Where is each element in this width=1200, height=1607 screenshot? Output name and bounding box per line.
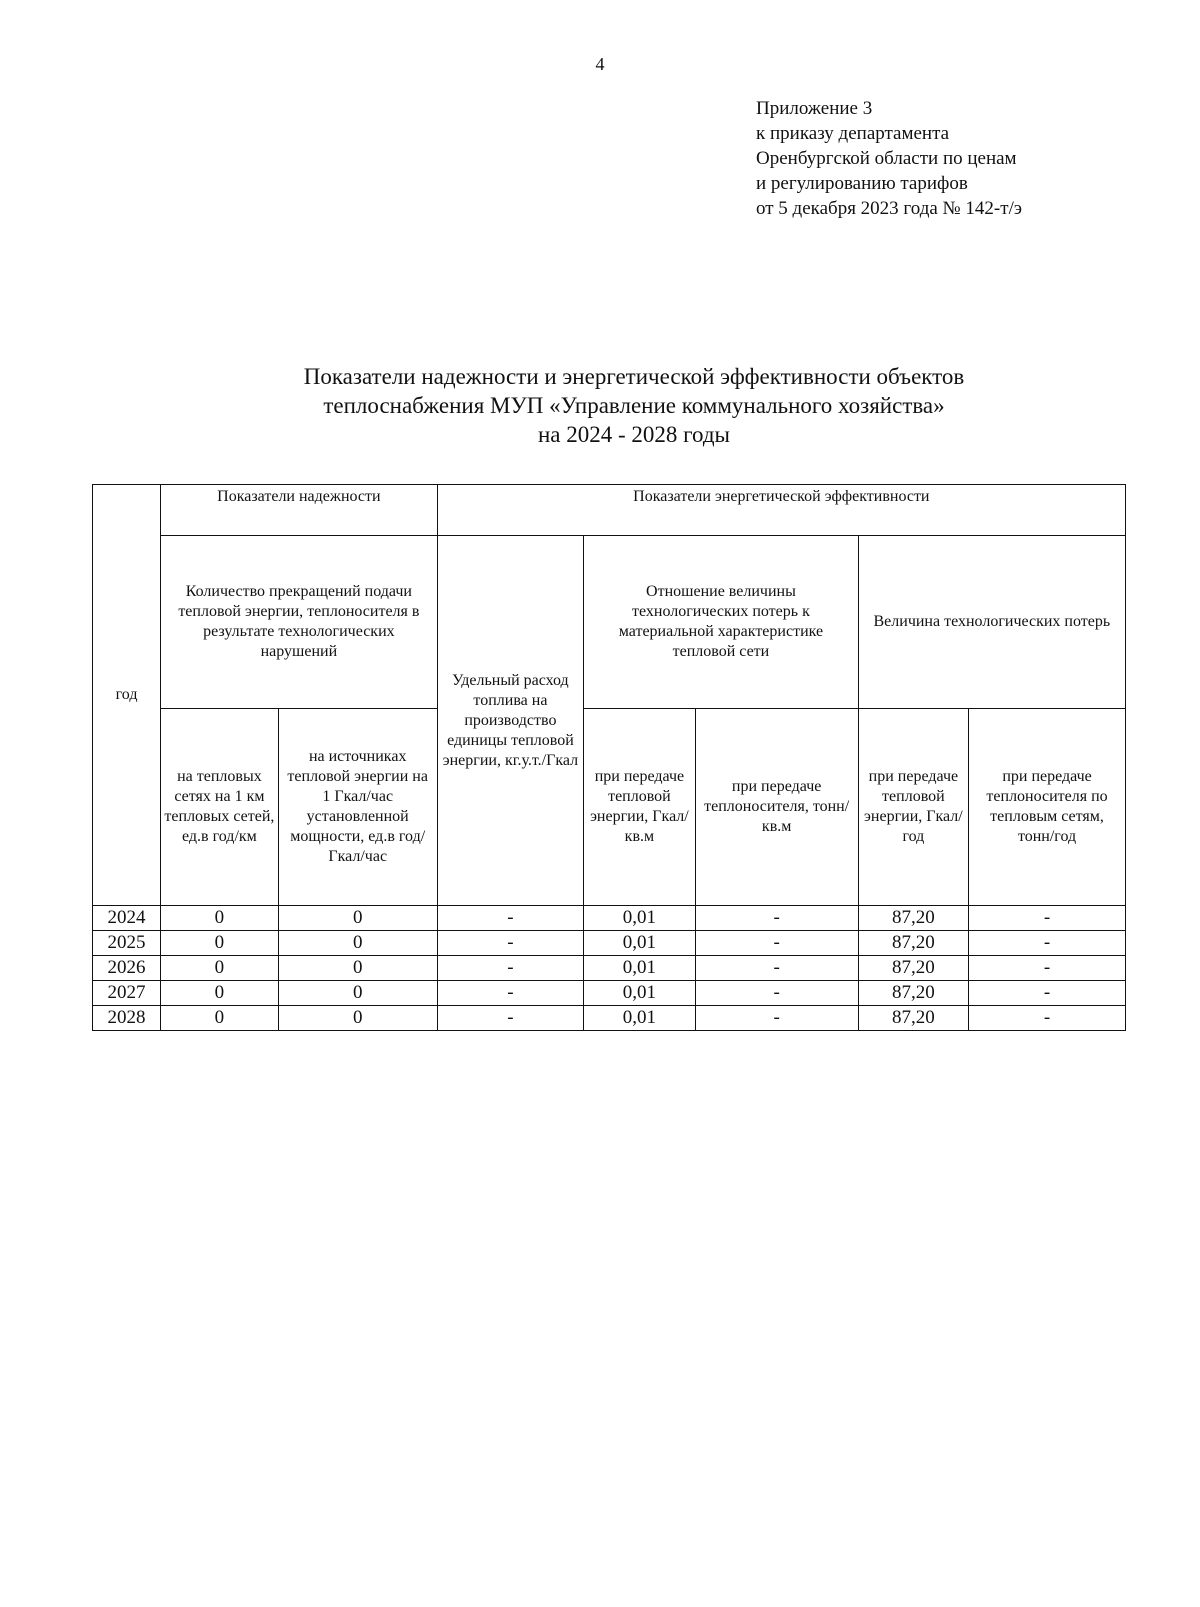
cell-loss-value-energy: 87,20 — [858, 931, 968, 956]
cell-on-networks: 0 — [161, 1006, 279, 1031]
cell-on-networks: 0 — [161, 956, 279, 981]
cell-fuel-rate: - — [437, 1006, 584, 1031]
indicators-table — [92, 484, 1126, 1031]
cell-year: 2024 — [93, 906, 161, 931]
cell-on-sources: 0 — [278, 931, 437, 956]
cell-loss-value-carrier: - — [969, 931, 1126, 956]
cell-fuel-rate: - — [437, 981, 584, 1006]
cell-year: 2026 — [93, 956, 161, 981]
cell-loss-ratio-carrier: - — [695, 1006, 858, 1031]
header-loss-ratio: Отношение величины технологических потерь к материальной характеристике тепловой сети — [584, 536, 858, 709]
cell-loss-ratio-carrier: - — [695, 981, 858, 1006]
cell-loss-value-energy: 87,20 — [858, 956, 968, 981]
cell-loss-value-carrier: - — [969, 1006, 1126, 1031]
annex-line: Приложение 3 — [756, 98, 873, 119]
table-row — [93, 981, 1126, 1006]
cell-year: 2027 — [93, 981, 161, 1006]
cell-on-networks: 0 — [161, 981, 279, 1006]
annex-header — [756, 96, 1022, 221]
cell-on-sources: 0 — [278, 1006, 437, 1031]
header-on-sources: на источниках тепловой энергии на 1 Гкал/час установленной мощности, ед.в год/Гкал/час — [278, 709, 437, 906]
header-loss-value: Величина технологических потерь — [858, 536, 1125, 709]
header-loss-value-carrier: при передаче теплоносителя по тепловым сетям, тонн/год — [969, 709, 1126, 906]
cell-loss-ratio-energy: 0,01 — [584, 931, 695, 956]
header-fuel-rate: Удельный расход топлива на производство единицы тепловой энергии, кг.у.т./Гкал — [437, 536, 584, 906]
cell-loss-value-carrier: - — [969, 981, 1126, 1006]
cell-loss-value-carrier: - — [969, 956, 1126, 981]
cell-on-sources: 0 — [278, 981, 437, 1006]
cell-loss-ratio-energy: 0,01 — [584, 906, 695, 931]
header-loss-ratio-energy: при передаче тепловой энергии, Гкал/кв.м — [584, 709, 695, 906]
cell-fuel-rate: - — [437, 931, 584, 956]
cell-loss-value-energy: 87,20 — [858, 1006, 968, 1031]
header-loss-value-energy: при передаче тепловой энергии, Гкал/год — [858, 709, 968, 906]
annex-line: и регулированию тарифов — [756, 173, 968, 194]
title-line: теплоснабжения МУП «Управление коммунального хозяйства» — [323, 393, 945, 418]
cell-loss-ratio-carrier: - — [695, 931, 858, 956]
header-efficiency: Показатели энергетической эффективности — [437, 485, 1125, 536]
header-on-networks: на тепловых сетях на 1 км тепловых сетей, ед.в год/км — [161, 709, 279, 906]
header-loss-ratio-carrier: при передаче теплоносителя, тонн/кв.м — [695, 709, 858, 906]
cell-fuel-rate: - — [437, 906, 584, 931]
table-row — [93, 906, 1126, 931]
annex-line: к приказу департамента — [756, 123, 950, 144]
cell-fuel-rate: - — [437, 956, 584, 981]
page-number: 4 — [595, 54, 605, 74]
title-line: Показатели надежности и энергетической эффективности объектов — [303, 364, 965, 389]
annex-line: Оренбургской области по ценам — [756, 148, 1017, 169]
cell-on-networks: 0 — [161, 931, 279, 956]
cell-on-networks: 0 — [161, 906, 279, 931]
cell-loss-ratio-carrier: - — [695, 906, 858, 931]
cell-loss-value-energy: 87,20 — [858, 906, 968, 931]
header-year: год — [93, 485, 161, 906]
header-reliability: Показатели надежности — [161, 485, 438, 536]
table-row — [93, 956, 1126, 981]
table-row — [93, 1006, 1126, 1031]
cell-loss-ratio-energy: 0,01 — [584, 956, 695, 981]
cell-loss-value-carrier: - — [969, 906, 1126, 931]
cell-loss-value-energy: 87,20 — [858, 981, 968, 1006]
cell-loss-ratio-energy: 0,01 — [584, 1006, 695, 1031]
document-title — [0, 362, 1200, 449]
annex-line: от 5 декабря 2023 года № 142-т/э — [756, 198, 1022, 219]
cell-on-sources: 0 — [278, 956, 437, 981]
cell-year: 2025 — [93, 931, 161, 956]
title-line: на 2024 - 2028 годы — [537, 422, 731, 447]
table-row — [93, 931, 1126, 956]
cell-loss-ratio-carrier: - — [695, 956, 858, 981]
header-interruptions: Количество прекращений подачи тепловой энергии, теплоносителя в результате технологических нарушений — [161, 536, 438, 709]
cell-on-sources: 0 — [278, 906, 437, 931]
cell-loss-ratio-energy: 0,01 — [584, 981, 695, 1006]
cell-year: 2028 — [93, 1006, 161, 1031]
